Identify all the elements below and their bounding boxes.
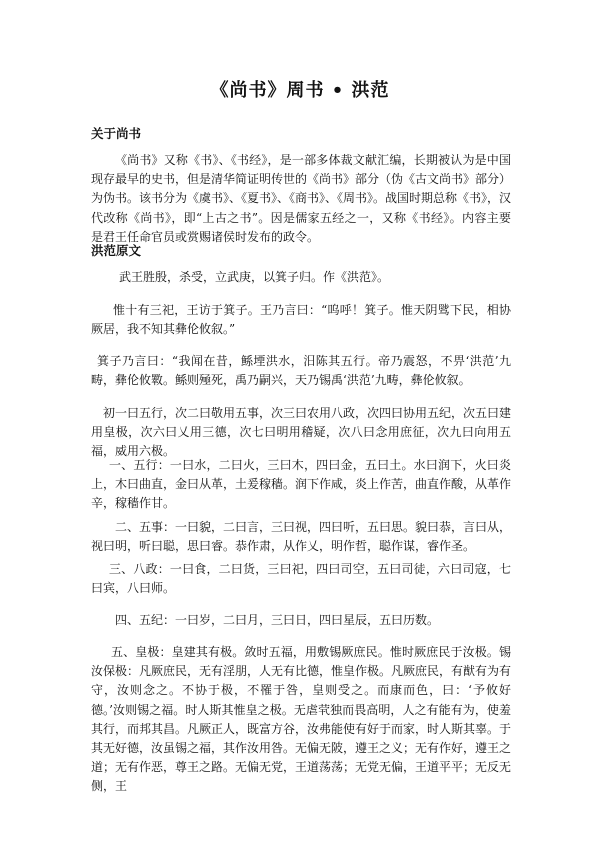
paragraph-eight-policies: 三、八政：一曰食，二曰货，三曰祀，四曰司空，五曰司徒，六曰司寇，七曰宾，八曰师。	[91, 562, 511, 596]
paragraph-intro: 武王胜殷，杀受，立武庚，以箕子归。作《洪范》。	[119, 270, 390, 284]
paragraph-nine-categories: 初一曰五行，次二曰敬用五事，次三曰农用八政，次四曰协用五纪，次五曰建用皇极，次六曰乂用三德，次七曰明用稽疑，次八曰念用庶征，次九曰向用五福，威用六极。	[91, 406, 512, 459]
section-heading-original-text: 洪范原文	[91, 243, 142, 258]
section-heading-about: 关于尚书	[91, 126, 142, 141]
page-title: 《尚书》周书 • 洪范	[210, 80, 390, 101]
paragraph-five-affairs: 二、五事：一曰貌，二曰言，三曰视，四曰听，五曰思。貌曰恭，言曰从，视曰明，听曰聪，思曰睿。恭作肃，从作乂，明作哲，聪作谋，睿作圣。	[91, 520, 512, 554]
paragraph-five-elements: 一、五行：一曰水，二曰火，三曰木，四曰金，五曰土。水曰润下，火曰炎上，木曰曲直，金曰从革，土爰稼穑。润下作咸，炎上作苦，曲直作酸，从革作辛，稼穑作甘。	[91, 458, 512, 511]
paragraph-about: 《尚书》又称《书》、《书经》，是一部多体裁文献汇编，长期被认为是中国现存最早的史书，但是清华简证明传世的《尚书》部分（伪《古文尚书》部分）为伪书。该书分为《虞书》、《夏书》、《商书》、《周书》。战国时期总称《书》，汉代改称《尚书》，即“上古之书”。因是儒家五经之一，又称《书经》。内容主要是君王任命官员或赏赐诸侯时发布的政令。	[91, 153, 512, 244]
paragraph-jizi-replies: 箕子乃言曰：“我闻在昔，鲧堙洪水，汨陈其五行。帝乃震怒，不畀‘洪范’九畴，彝伦攸斁。鲧则殛死，禹乃嗣兴，天乃锡禹‘洪范’九畴，彝伦攸叙。	[91, 354, 511, 388]
paragraph-king-asks: 惟十有三祀，王访于箕子。王乃言曰：“呜呼！箕子。惟天阴骘下民，相协厥居，我不知其彝伦攸叙。”	[91, 303, 511, 337]
paragraph-royal-standard: 五、皇极：皇建其有极。敛时五福，用敷锡厥庶民。惟时厥庶民于汝极。锡汝保极：凡厥庶民，无有淫朋，人无有比德，惟皇作极。凡厥庶民，有猷有为有守，汝则念之。不协于极，不罹于咎，皇则受之。而康而色，曰：‘予攸好德。’汝则锡之福。时人斯其惟皇之极。无虐茕独而畏高明，人之有能有为，使羞其行，而邦其昌。凡厥正人，既富方谷，汝弗能使有好于而家，时人斯其辜。于其无好德，汝虽锡之福，其作汝用咎。无偏无陂，遵王之义；无有作好，遵王之道；无有作恶，尊王之路。无偏无党，王道荡荡；无党无偏，王道平平；无反无侧，王	[91, 645, 512, 794]
paragraph-five-periods: 四、五纪：一曰岁，二曰月，三曰日，四曰星辰，五曰历数。	[115, 613, 440, 627]
